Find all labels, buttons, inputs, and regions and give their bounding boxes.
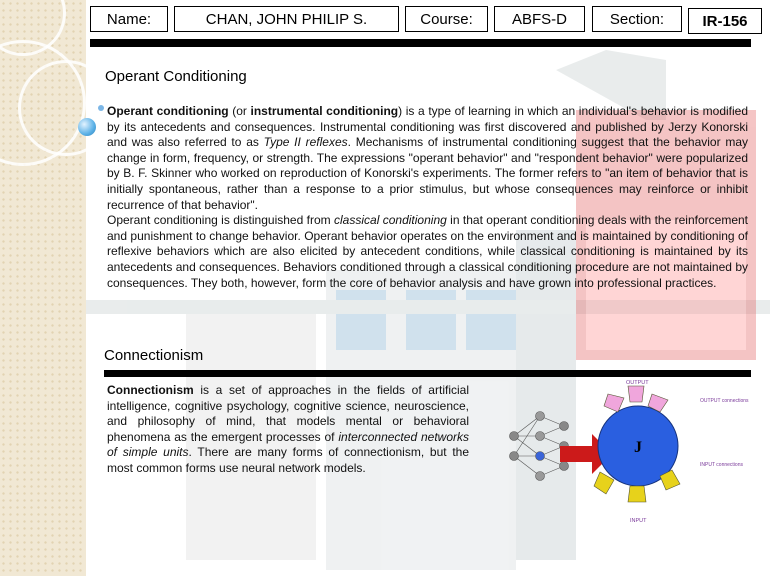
operant-text-segment: ) is a type of learning in which an individual's behavior is modified by its antecedents and consequences. Instrumental conditioning was first discovered and published by Jerzy Konorski and was also referred to as [107,104,749,150]
classical-conditioning-term: classical conditioning [334,213,447,228]
connectionism-text-segment: . There are many forms of connectionism, but the most common forms use neural network models. [107,445,469,475]
connectionism-heading: Connectionism [104,347,204,364]
connectionism-body [107,383,469,477]
neural-network-illustration [500,376,762,574]
networks-term: interconnected networks of simple units [107,429,470,460]
type-ii-reflexes: Type II reflexes [263,135,348,150]
name-label: Name: [106,10,152,28]
instrumental-term: instrumental conditioning [250,104,399,118]
course-value-box [494,6,585,32]
network-graph-icon [510,412,569,481]
operant-text-segment: in that operant conditioning deals with the reinforcement and punishment to change behavior. Operant behavior operates on the environment and is maintained by conditioning of reflexive behaviors which are also elicited by antecedent conditions, while classical conditioning is maintained by its antecedents and consequences. Behaviors conditioned through a classical conditioning procedure are not maintained by consequences. They both, however, form the core of behavior analysis and have grown into professional practices. [107,213,748,290]
decorative-side-strip [0,0,86,576]
operant-term: Operant conditioning [107,104,229,118]
input-connections-label: INPUT connections [700,462,743,468]
course-value: ABFS-D [511,10,567,28]
operant-text-segment: Operant conditioning is distinguished from [107,213,335,228]
neuron-label: J [634,439,642,456]
connectionism-term: Connectionism [107,383,194,397]
operant-body [107,104,748,291]
decorative-ring [0,0,66,56]
operant-text-segment: (or [228,104,251,118]
name-value-box [174,6,399,32]
section-label-box [592,6,682,32]
connectionism-paragraph [107,383,469,477]
name-value: CHAN, JOHN PHILIP S. [205,10,368,28]
course-label: Course: [420,10,473,28]
connectionism-text-segment: is a set of approaches in the fields of artificial intelligence, cognitive psychology, cognitive science, neuroscience, and philosophy of mind, that models mental or behavioral phenomena as the emergent processes of [107,383,469,444]
operant-paragraph-2 [107,213,748,291]
operant-heading: Operant Conditioning [105,68,247,85]
name-label-box [90,6,168,32]
operant-text-segment: . Mechanisms of instrumental conditioning suggest that the behavior may change in form, frequency, or strength. The expressions "operant behavior" and "respondent behavior" were popularized by B. F. Skinner who worked on reproduction of Konorski's experiments. The former refers to "an item of behavior that is initially spontaneous, rather than a response to a prior stimulus, but whose consequences may reinforce or inhibit recurrence of that behavior". [107,135,749,212]
header-divider [90,39,751,47]
bullet-dot [98,105,104,111]
section-value-box [688,8,762,34]
output-connections-label: OUTPUT connections [700,398,749,404]
operant-paragraph-1 [107,104,748,213]
course-label-box [405,6,488,32]
section-label: Section: [609,10,665,28]
output-label: OUTPUT [626,380,649,386]
input-label: INPUT [630,518,647,524]
section-value: IR-156 [702,12,748,30]
